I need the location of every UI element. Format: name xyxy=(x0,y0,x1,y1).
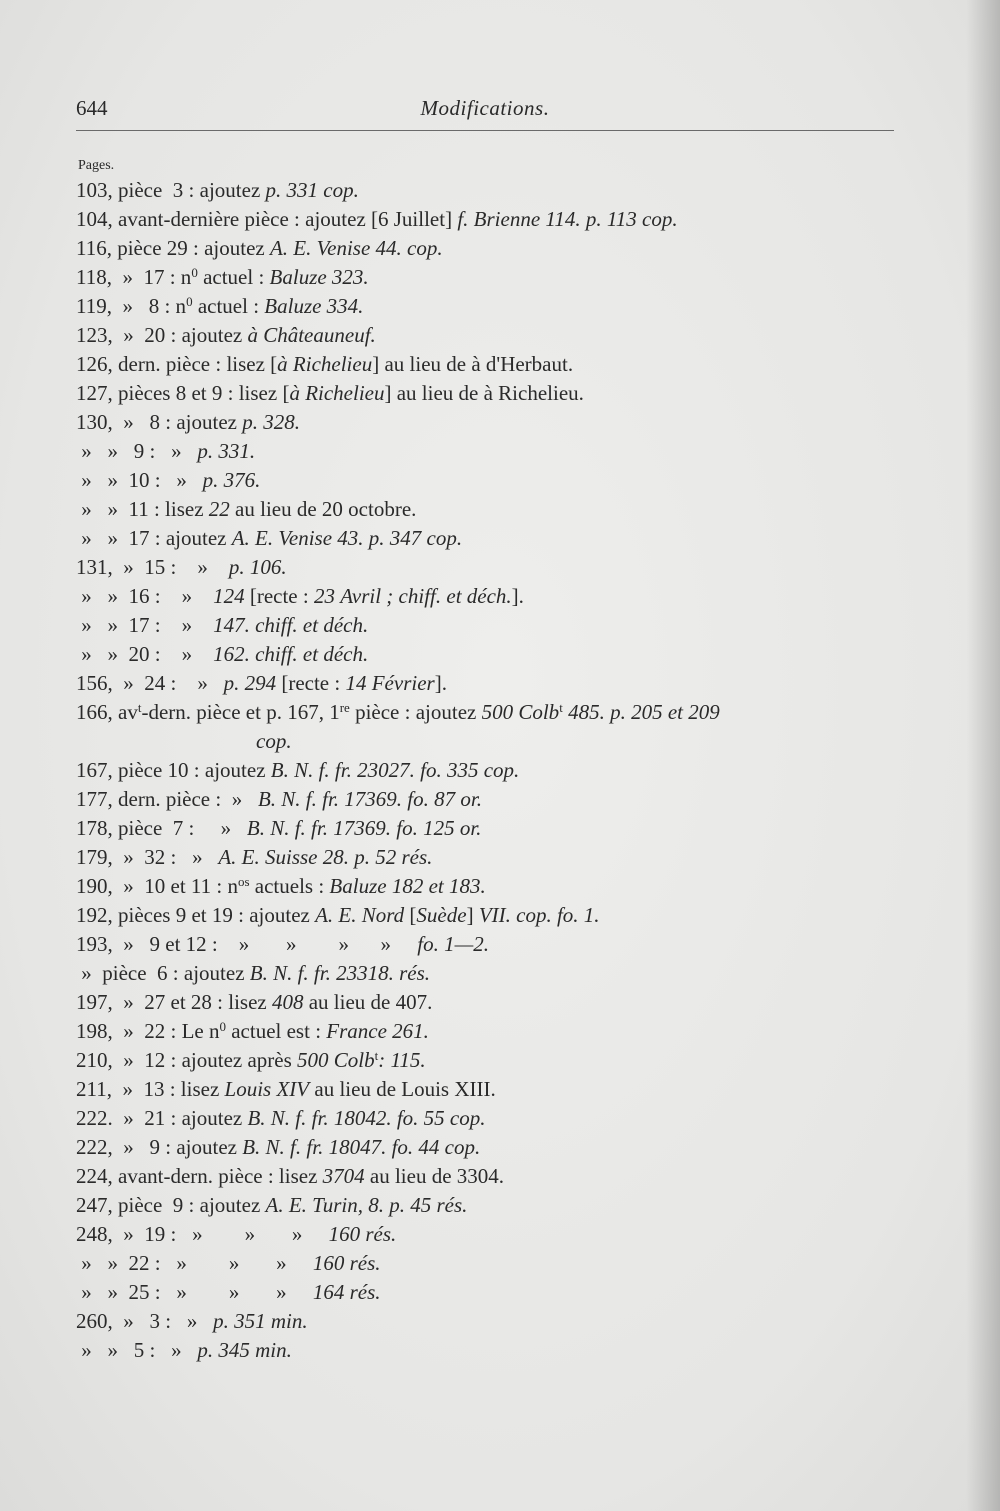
entry-italic-text: f. Brienne 114. p. 113 cop. xyxy=(457,207,678,231)
entry-italic-text: à Châteauneuf. xyxy=(247,323,376,347)
entry-line xyxy=(76,1191,906,1220)
entry-text: 198, » 22 : Le n xyxy=(76,1019,220,1043)
entry-text: 123, » 20 : ajoutez xyxy=(76,323,248,347)
entry-italic-text: B. N. f. fr. 17369. fo. 125 or. xyxy=(246,816,482,840)
header-rule xyxy=(76,130,894,131)
entry-text: 167, pièce 10 : ajoutez xyxy=(76,758,271,782)
entry-text: 126, dern. pièce : lisez [ xyxy=(76,352,278,376)
entry-line xyxy=(76,582,906,611)
entry-text: » » 17 : ajoutez xyxy=(76,526,232,550)
entry-italic-text: fo. 1—2. xyxy=(417,932,490,956)
entry-italic-text: B. N. f. fr. 18042. fo. 55 cop. xyxy=(247,1106,486,1130)
entry-text: 211, » 13 : lisez xyxy=(76,1077,225,1101)
entry-text: au lieu de 3304. xyxy=(364,1164,505,1188)
entry-text: 224, avant-dern. pièce : lisez xyxy=(76,1164,323,1188)
entry-line xyxy=(76,1307,906,1336)
entry-text: » » 11 : lisez xyxy=(76,497,209,521)
entry-line xyxy=(76,495,906,524)
entry-line xyxy=(76,727,906,756)
entries-list xyxy=(76,176,906,1365)
entry-italic-text: 485. p. 205 et 209 xyxy=(562,700,720,724)
entry-text: 197, » 27 et 28 : lisez xyxy=(76,990,272,1014)
entry-italic-text: A. E. Venise 43. p. 347 cop. xyxy=(231,526,463,550)
entry-text: 103, pièce 3 : ajoutez xyxy=(76,178,266,202)
entry-line xyxy=(76,843,906,872)
entry-text: 260, » 3 : » xyxy=(76,1309,214,1333)
entry-line xyxy=(76,669,906,698)
entry-italic-text: 160 rés. xyxy=(328,1222,397,1246)
entry-text: » » 10 : » xyxy=(76,468,203,492)
entry-italic-text: Baluze 182 et 183. xyxy=(329,874,486,898)
entry-italic-text: 162. chiff. et déch. xyxy=(213,642,369,666)
entry-line xyxy=(76,872,906,901)
entry-line xyxy=(76,756,906,785)
entry-italic-text: Baluze 334. xyxy=(264,294,364,318)
entry-italic-text: : 115. xyxy=(378,1048,426,1072)
entry-italic-text: à Richelieu xyxy=(277,352,373,376)
entry-text: 190, » 10 et 11 : n xyxy=(76,874,238,898)
entry-text: ] au lieu de à d'Herbaut. xyxy=(372,352,574,376)
entry-italic-text: p. 331. xyxy=(197,439,256,463)
entry-text: [ xyxy=(404,903,417,927)
entry-text: au lieu de Louis XIII. xyxy=(309,1077,496,1101)
entry-text: 119, » 8 : n xyxy=(76,294,187,318)
entry-text: 222, » 9 : ajoutez xyxy=(76,1135,243,1159)
entry-superscript: t xyxy=(137,700,142,715)
entry-line xyxy=(76,1104,906,1133)
entry-text: 179, » 32 : » xyxy=(76,845,219,869)
entry-text: » » 16 : » xyxy=(76,584,214,608)
entry-line xyxy=(76,292,906,321)
entry-text: pièce : ajoutez xyxy=(349,700,482,724)
entry-line xyxy=(76,1017,906,1046)
entry-line xyxy=(76,553,906,582)
entry-italic-text: 500 Colb xyxy=(481,700,560,724)
entry-line xyxy=(76,1133,906,1162)
entry-italic-text: 164 rés. xyxy=(312,1280,381,1304)
entry-text: [recte : xyxy=(244,584,314,608)
entry-line xyxy=(76,814,906,843)
entry-text: 178, pièce 7 : » xyxy=(76,816,247,840)
page-header xyxy=(76,96,894,126)
entry-line xyxy=(76,321,906,350)
entry-italic-text: p. 345 min. xyxy=(197,1338,292,1362)
pages-label: Pages. xyxy=(78,158,115,173)
entry-italic-text: 23 Avril ; chiff. et déch. xyxy=(313,584,512,608)
entry-text: ]. xyxy=(434,671,447,695)
entry-text: 156, » 24 : » xyxy=(76,671,224,695)
entry-text: » » 20 : » xyxy=(76,642,214,666)
entry-text: » » 9 : » xyxy=(76,439,198,463)
entry-line xyxy=(76,234,906,263)
entry-line xyxy=(76,176,906,205)
entry-italic-text: 14 Février xyxy=(345,671,435,695)
entry-italic-text: B. N. f. fr. 23318. rés. xyxy=(249,961,431,985)
entry-italic-text: p. 331 cop. xyxy=(265,178,359,202)
running-title: Modifications. xyxy=(420,96,550,120)
entry-superscript: t xyxy=(374,1048,379,1063)
entry-text: 248, » 19 : » » » xyxy=(76,1222,329,1246)
entry-italic-text: 160 rés. xyxy=(312,1251,381,1275)
entry-text: [recte : xyxy=(276,671,346,695)
entry-line xyxy=(76,205,906,234)
entry-text: 118, » 17 : n xyxy=(76,265,192,289)
entry-line xyxy=(76,1220,906,1249)
entry-italic-text: A. E. Nord xyxy=(315,903,405,927)
entry-line xyxy=(76,785,906,814)
entry-line xyxy=(76,1075,906,1104)
entry-line xyxy=(76,350,906,379)
entry-text: 247, pièce 9 : ajoutez xyxy=(76,1193,266,1217)
entry-line xyxy=(76,1046,906,1075)
entry-italic-text: p. 294 xyxy=(223,671,277,695)
entry-italic-text: 124 xyxy=(213,584,245,608)
entry-italic-text: 408 xyxy=(271,990,304,1014)
entry-text: au lieu de 407. xyxy=(303,990,433,1014)
entry-italic-text: p. 328. xyxy=(242,410,300,434)
entry-text: 193, » 9 et 12 : » » » » xyxy=(76,932,418,956)
entry-text: au lieu de 20 octobre. xyxy=(229,497,417,521)
entry-italic-text: France 261. xyxy=(326,1019,429,1043)
entry-text: actuel : xyxy=(197,265,270,289)
entry-text: » pièce 6 : ajoutez xyxy=(76,961,250,985)
entry-italic-text: 22 xyxy=(208,497,230,521)
entry-italic-text: p. 376. xyxy=(202,468,261,492)
entry-italic-text: B. N. f. fr. 17369. fo. 87 or. xyxy=(257,787,482,811)
entry-text: actuel est : xyxy=(225,1019,327,1043)
entry-text: » » 25 : » » » xyxy=(76,1280,313,1304)
entry-text: ]. xyxy=(511,584,524,608)
entry-line xyxy=(76,959,906,988)
entry-superscript: 0 xyxy=(219,1019,226,1034)
entry-italic-text: 3704 xyxy=(322,1164,365,1188)
page-edge-shadow xyxy=(966,0,1000,1511)
entry-line xyxy=(76,379,906,408)
entry-italic-text: A. E. Suisse 28. p. 52 rés. xyxy=(218,845,433,869)
page-number: 644 xyxy=(76,96,108,120)
entry-line xyxy=(76,698,906,727)
entry-line xyxy=(76,988,906,1017)
entry-text: 104, avant-dernière pièce : ajoutez [6 Juillet] xyxy=(76,207,458,231)
entry-superscript: 0 xyxy=(186,294,193,309)
entry-italic-text: B. N. f. fr. 18047. fo. 44 cop. xyxy=(242,1135,481,1159)
entry-line xyxy=(76,1336,906,1365)
entry-text: 192, pièces 9 et 19 : ajoutez xyxy=(76,903,316,927)
entry-superscript: os xyxy=(237,874,250,889)
entry-superscript: re xyxy=(339,700,350,715)
entry-superscript: t xyxy=(559,700,563,715)
entry-text: » » 17 : » xyxy=(76,613,214,637)
entry-line xyxy=(76,640,906,669)
entry-italic-text: à Richelieu xyxy=(289,381,385,405)
entry-italic-text: B. N. f. fr. 23027. fo. 335 cop. xyxy=(270,758,520,782)
entry-italic-text: Suède xyxy=(416,903,467,927)
entry-text: 177, dern. pièce : » xyxy=(76,787,258,811)
entry-line xyxy=(76,263,906,292)
entry-text: » » 5 : » xyxy=(76,1338,198,1362)
entry-italic-text: A. E. Venise 44. cop. xyxy=(269,236,443,260)
entry-line xyxy=(76,611,906,640)
entry-line xyxy=(76,408,906,437)
entry-text: ] xyxy=(466,903,479,927)
entry-italic-text: 147. chiff. et déch. xyxy=(213,613,369,637)
entry-text: 116, pièce 29 : ajoutez xyxy=(76,236,270,260)
entry-text: 130, » 8 : ajoutez xyxy=(76,410,243,434)
entry-line xyxy=(76,437,906,466)
entry-text: actuels : xyxy=(249,874,330,898)
entry-text: 127, pièces 8 et 9 : lisez [ xyxy=(76,381,290,405)
entry-text: 210, » 12 : ajoutez après xyxy=(76,1048,298,1072)
entry-superscript: 0 xyxy=(191,265,198,280)
entry-italic-text: Baluze 323. xyxy=(269,265,369,289)
entry-text: -dern. pièce et p. 167, 1 xyxy=(141,700,340,724)
entry-italic-text: VII. cop. fo. 1. xyxy=(478,903,600,927)
entry-line xyxy=(76,466,906,495)
entry-line xyxy=(76,524,906,553)
entry-text: » » 22 : » » » xyxy=(76,1251,313,1275)
entry-line xyxy=(76,901,906,930)
entry-italic-text: Louis XIV xyxy=(224,1077,310,1101)
entry-line xyxy=(76,1278,906,1307)
entry-text: actuel : xyxy=(192,294,265,318)
entry-italic-text: cop. xyxy=(256,729,292,753)
entry-line xyxy=(76,930,906,959)
entry-line xyxy=(76,1249,906,1278)
entry-line xyxy=(76,1162,906,1191)
entry-text: 222. » 21 : ajoutez xyxy=(76,1106,248,1130)
entry-italic-text: 500 Colb xyxy=(297,1048,375,1072)
entry-italic-text: p. 351 min. xyxy=(213,1309,308,1333)
entry-text: 166, av xyxy=(76,700,138,724)
entry-text: ] au lieu de à Richelieu. xyxy=(384,381,584,405)
entry-italic-text: A. E. Turin, 8. p. 45 rés. xyxy=(265,1193,468,1217)
entry-text: 131, » 15 : » xyxy=(76,555,229,579)
entry-italic-text: p. 106. xyxy=(228,555,287,579)
